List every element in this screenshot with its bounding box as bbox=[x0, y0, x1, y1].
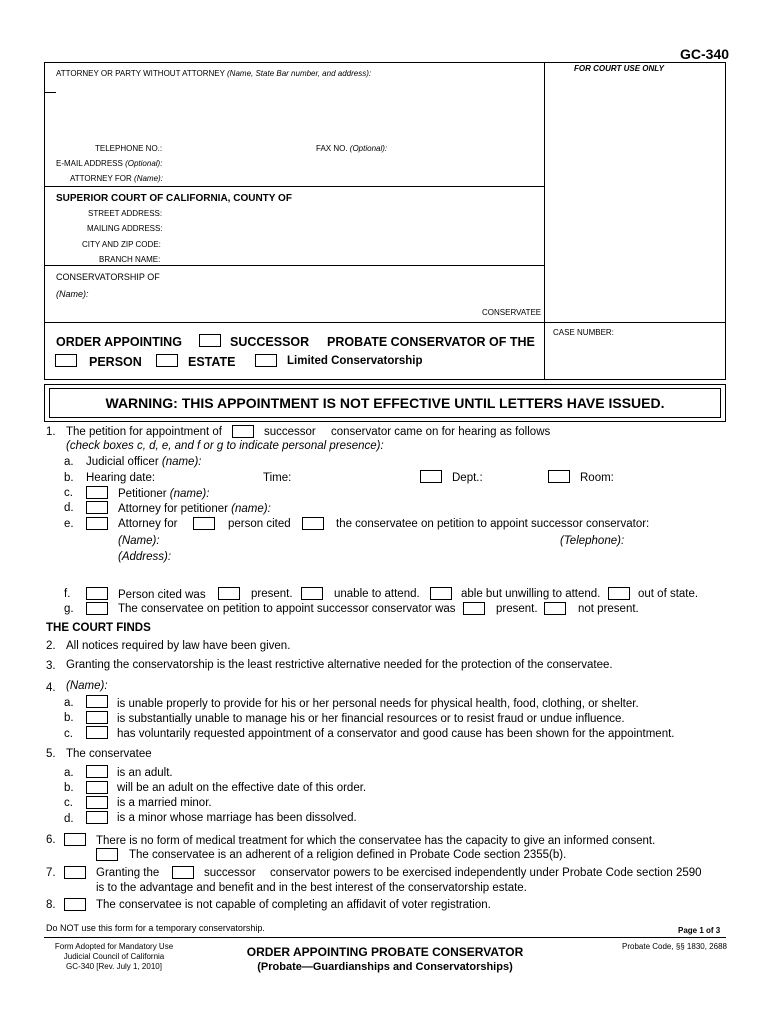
item1d-label: d. bbox=[64, 502, 74, 514]
item7-line2: is to the advantage and benefit and in the best interest of the conservatorship estate. bbox=[96, 882, 527, 894]
item1b-label: b. bbox=[64, 472, 74, 484]
person-cited-checkbox[interactable] bbox=[193, 517, 215, 530]
judicial-officer-note: (name): bbox=[161, 456, 202, 468]
footer-subtitle: (Probate—Guardianships and Conservatorships) bbox=[257, 961, 513, 973]
item5a-checkbox[interactable] bbox=[86, 765, 108, 778]
cited-out-of-state-label: out of state. bbox=[638, 588, 699, 600]
mailing-address-label: MAILING ADDRESS: bbox=[87, 224, 163, 233]
attorney-telephone-label: (Telephone): bbox=[560, 535, 625, 547]
cited-present-label: present. bbox=[251, 588, 293, 600]
petitioner-checkbox[interactable] bbox=[86, 486, 108, 499]
form-adopted bbox=[46, 942, 182, 972]
judicial-officer-label bbox=[86, 456, 201, 468]
item1-text-b: conservator came on for hearing as follows bbox=[331, 426, 551, 438]
item4b-checkbox[interactable] bbox=[86, 711, 108, 724]
person-cited-was-label: Person cited was bbox=[118, 589, 206, 601]
conservatorship-label: CONSERVATORSHIP OF bbox=[56, 272, 160, 282]
attorney-label-note: (Name, State Bar number, and address): bbox=[227, 69, 372, 78]
estate-checkbox[interactable] bbox=[156, 354, 178, 367]
conservatee-label: CONSERVATEE bbox=[482, 308, 542, 317]
title-order: ORDER APPOINTING bbox=[56, 335, 182, 349]
conservatorship-name-label: (Name): bbox=[56, 289, 89, 299]
cited-out-of-state-checkbox[interactable] bbox=[608, 587, 630, 600]
court-use-divider bbox=[544, 62, 545, 322]
city-zip-label: CITY AND ZIP CODE: bbox=[82, 240, 161, 249]
title-successor: SUCCESSOR bbox=[230, 335, 310, 349]
successor-checkbox[interactable] bbox=[199, 334, 221, 347]
item8-number: 8. bbox=[46, 899, 56, 911]
item1-successor-checkbox[interactable] bbox=[232, 425, 254, 438]
item5d-checkbox[interactable] bbox=[86, 811, 108, 824]
item8-checkbox[interactable] bbox=[64, 898, 86, 911]
petitioner-note: (name): bbox=[169, 488, 210, 500]
conservatee-present-checkbox[interactable] bbox=[463, 602, 485, 615]
divider-line bbox=[44, 322, 726, 323]
item7-checkbox[interactable] bbox=[64, 866, 86, 879]
item4b-label: b. bbox=[64, 712, 74, 724]
form-adopted-line3: GC-340 [Rev. July 1, 2010] bbox=[66, 962, 162, 971]
item5b-label: b. bbox=[64, 782, 74, 794]
item5-text: The conservatee bbox=[66, 748, 152, 760]
judicial-officer-text: Judicial officer bbox=[86, 456, 159, 468]
fax-label bbox=[316, 144, 387, 153]
case-number-divider bbox=[544, 322, 545, 380]
cited-unable-label: unable to attend. bbox=[334, 588, 420, 600]
attorney-for-note: (Name): bbox=[134, 174, 163, 183]
attorney-label bbox=[56, 69, 371, 78]
item1-successor: successor bbox=[264, 426, 316, 438]
attorney-mark bbox=[44, 92, 56, 93]
item4a-text: is unable properly to provide for his or her personal needs for physical health, food, clothing, or shelter. bbox=[117, 698, 639, 710]
item1-text-a: The petition for appointment of bbox=[66, 426, 222, 438]
item8-text: The conservatee is not capable of completing an affidavit of voter registration. bbox=[96, 899, 491, 911]
attorney-for-label bbox=[70, 174, 163, 183]
item4a-checkbox[interactable] bbox=[86, 695, 108, 708]
attorney-for-text: ATTORNEY FOR bbox=[70, 174, 132, 183]
item4c-text: has voluntarily requested appointment of a conservator and good cause has been shown for the appointment. bbox=[117, 728, 675, 740]
limited-checkbox[interactable] bbox=[255, 354, 277, 367]
title-estate: ESTATE bbox=[188, 355, 236, 369]
conservatee-petition-checkbox[interactable] bbox=[302, 517, 324, 530]
court-title: SUPERIOR COURT OF CALIFORNIA, COUNTY OF bbox=[56, 193, 292, 204]
probate-code: Probate Code, §§ 1830, 2688 bbox=[622, 942, 727, 951]
item5b-checkbox[interactable] bbox=[86, 781, 108, 794]
item6-text: There is no form of medical treatment for which the conservatee has the capacity to give an informed consent. bbox=[96, 835, 656, 847]
item5d-label: d. bbox=[64, 813, 74, 825]
item2-text: All notices required by law have been given. bbox=[66, 640, 291, 652]
attorney-petitioner-checkbox[interactable] bbox=[86, 501, 108, 514]
item5c-checkbox[interactable] bbox=[86, 796, 108, 809]
email-label-note: (Optional): bbox=[125, 159, 163, 168]
footer-title: ORDER APPOINTING PROBATE CONSERVATOR bbox=[246, 945, 524, 959]
attorney-address-label: (Address): bbox=[118, 551, 172, 563]
item6-religion-text: The conservatee is an adherent of a religion defined in Probate Code section 2355(b). bbox=[129, 849, 567, 861]
item2-number: 2. bbox=[46, 640, 56, 652]
attorney-petitioner-label bbox=[118, 503, 271, 515]
email-label-text: E-MAIL ADDRESS bbox=[56, 159, 123, 168]
person-cited-label: person cited bbox=[228, 518, 291, 530]
item5-number: 5. bbox=[46, 748, 56, 760]
cited-unwilling-label: able but unwilling to attend. bbox=[461, 588, 601, 600]
item1g-label: g. bbox=[64, 603, 74, 615]
item7-successor: successor bbox=[204, 867, 256, 879]
telephone-label: TELEPHONE NO.: bbox=[95, 144, 163, 153]
item1a-label: a. bbox=[64, 456, 74, 468]
dept-label: Dept.: bbox=[452, 472, 483, 484]
form-id: GC-340 bbox=[680, 46, 730, 62]
person-checkbox[interactable] bbox=[55, 354, 77, 367]
item7-number: 7. bbox=[46, 867, 56, 879]
item7-text-b: conservator powers to be exercised independently under Probate Code section 2590 bbox=[270, 867, 702, 879]
caption-frame bbox=[44, 62, 726, 380]
item1e-label: e. bbox=[64, 518, 74, 530]
item5a-text: is an adult. bbox=[117, 767, 173, 779]
form-adopted-line2: Judicial Council of California bbox=[63, 952, 165, 961]
item7-successor-checkbox[interactable] bbox=[172, 866, 194, 879]
hearing-date-label: Hearing date: bbox=[86, 472, 156, 484]
attorney-name-label: (Name): bbox=[118, 535, 160, 547]
item1c-label: c. bbox=[64, 487, 73, 499]
temporary-note: Do NOT use this form for a temporary conservatorship. bbox=[46, 923, 265, 933]
item1-number: 1. bbox=[46, 426, 56, 438]
cited-unwilling-checkbox[interactable] bbox=[430, 587, 452, 600]
item5c-text: is a married minor. bbox=[117, 797, 212, 809]
conservatee-petition-label: the conservatee on petition to appoint successor conservator: bbox=[336, 518, 650, 530]
item5b-text: will be an adult on the effective date of this order. bbox=[117, 782, 367, 794]
item4c-checkbox[interactable] bbox=[86, 726, 108, 739]
dept-checkbox[interactable] bbox=[420, 470, 442, 483]
room-checkbox[interactable] bbox=[548, 470, 570, 483]
person-cited-was-checkbox[interactable] bbox=[86, 587, 108, 600]
email-label bbox=[56, 159, 162, 168]
court-finds-heading: THE COURT FINDS bbox=[46, 622, 151, 634]
item1-note: (check boxes c, d, e, and f or g to indicate personal presence): bbox=[66, 440, 384, 452]
title-person: PERSON bbox=[89, 355, 142, 369]
attorney-petitioner-text: Attorney for petitioner bbox=[118, 503, 228, 515]
case-number-label: CASE NUMBER: bbox=[553, 328, 614, 337]
title-limited: Limited Conservatorship bbox=[287, 355, 423, 367]
petitioner-text: Petitioner bbox=[118, 488, 167, 500]
attorney-label-text: ATTORNEY OR PARTY WITHOUT ATTORNEY bbox=[56, 69, 225, 78]
divider-line bbox=[44, 265, 544, 266]
divider-line bbox=[44, 186, 544, 187]
item1f-label: f. bbox=[64, 588, 71, 600]
conservatee-was-label: The conservatee on petition to appoint successor conservator was bbox=[118, 603, 456, 615]
item5d-text: is a minor whose marriage has been dissolved. bbox=[117, 812, 357, 824]
conservatee-present-label: present. bbox=[496, 603, 538, 615]
petitioner-label bbox=[118, 488, 209, 500]
court-use-label: FOR COURT USE ONLY bbox=[574, 64, 664, 73]
conservatee-was-checkbox[interactable] bbox=[86, 602, 108, 615]
item4a-label: a. bbox=[64, 697, 74, 709]
item4c-label: c. bbox=[64, 728, 73, 740]
item7-text-a: Granting the bbox=[96, 867, 160, 879]
cited-unable-checkbox[interactable] bbox=[301, 587, 323, 600]
item4-number: 4. bbox=[46, 682, 56, 694]
item3-text: Granting the conservatorship is the least restrictive alternative needed for the protection of the conservatee. bbox=[66, 659, 613, 671]
conservatee-not-present-label: not present. bbox=[578, 603, 639, 615]
item4b-text: is substantially unable to manage his or her financial resources or to resist fraud or undue influence. bbox=[117, 713, 625, 725]
warning-text: WARNING: THIS APPOINTMENT IS NOT EFFECTIVE UNTIL LETTERS HAVE ISSUED. bbox=[105, 395, 665, 411]
fax-label-note: (Optional): bbox=[349, 144, 388, 153]
title-probate: PROBATE CONSERVATOR OF THE bbox=[327, 335, 535, 349]
item5a-label: a. bbox=[64, 767, 74, 779]
page-number: Page 1 of 3 bbox=[678, 926, 721, 935]
attorney-for-text: Attorney for bbox=[118, 518, 178, 530]
branch-name-label: BRANCH NAME: bbox=[99, 255, 161, 264]
item5c-label: c. bbox=[64, 797, 73, 809]
time-label: Time: bbox=[263, 472, 292, 484]
cited-present-checkbox[interactable] bbox=[218, 587, 240, 600]
item4-name-label: (Name): bbox=[66, 680, 108, 692]
street-address-label: STREET ADDRESS: bbox=[88, 209, 163, 218]
form-adopted-line1: Form Adopted for Mandatory Use bbox=[54, 942, 174, 951]
item6-number: 6. bbox=[46, 834, 56, 846]
attorney-petitioner-note: (name): bbox=[231, 503, 271, 515]
attorney-for-checkbox[interactable] bbox=[86, 517, 108, 530]
item6-checkbox[interactable] bbox=[64, 833, 86, 846]
footer-divider bbox=[44, 937, 726, 938]
item3-number: 3. bbox=[46, 660, 56, 672]
item6-religion-checkbox[interactable] bbox=[96, 848, 118, 861]
room-label: Room: bbox=[580, 472, 614, 484]
conservatee-not-present-checkbox[interactable] bbox=[544, 602, 566, 615]
fax-label-text: FAX NO. bbox=[316, 144, 348, 153]
